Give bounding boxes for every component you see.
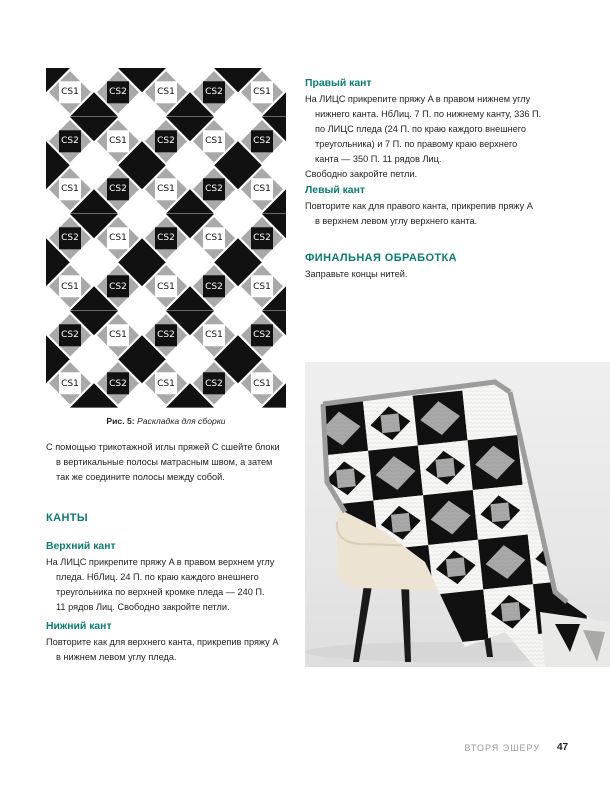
- block-label: CS1: [253, 281, 271, 292]
- diagram-block: [142, 311, 190, 360]
- diagram-block: [238, 359, 286, 408]
- figure-title: Раскладка для сборки: [137, 416, 226, 426]
- diagram-block: [190, 68, 238, 117]
- right-edge-line-5: канта — 350 П. 11 рядов Лиц.: [315, 154, 442, 164]
- finishing-text: Заправьте концы нитей.: [305, 269, 408, 279]
- bottom-edge-line-1: Повторите как для верхнего канта, прикрепив пряжу A: [46, 637, 279, 647]
- diagram-block: [142, 262, 190, 311]
- diagram-block: [238, 214, 286, 263]
- bottom-edge-text: [46, 635, 301, 665]
- block-label: CS2: [109, 281, 127, 292]
- block-label: CS2: [157, 232, 175, 243]
- block-label: CS2: [253, 330, 271, 341]
- block-label: CS1: [61, 378, 79, 389]
- right-edge-line-2: нижнего канта. НбЛиц. 7 П. по нижнему канту, 336 П.: [315, 109, 542, 119]
- diagram-block: [190, 359, 238, 408]
- block-label: CS1: [157, 281, 175, 292]
- running-footer: ВТОРЯ ЭШЕРУ: [464, 743, 540, 753]
- intro-line-2: в вертикальные полосы матрасным швом, а затем: [56, 457, 273, 467]
- block-label: CS1: [109, 232, 127, 243]
- block-label: CS1: [253, 87, 271, 98]
- left-edge-text: [305, 199, 575, 229]
- assembly-diagram: [46, 68, 286, 408]
- block-label: CS2: [109, 87, 127, 98]
- diagram-block: [142, 117, 190, 166]
- block-label: CS2: [109, 378, 127, 389]
- block-label: CS1: [109, 135, 127, 146]
- block-label: CS1: [157, 184, 175, 195]
- block-label: CS2: [157, 135, 175, 146]
- top-edge-line-4: 11 рядов Лиц. Свободно закройте петли.: [56, 602, 230, 612]
- blanket-photo: [305, 362, 610, 667]
- diagram-block: [46, 359, 94, 408]
- diagram-block: [238, 311, 286, 360]
- diagram-block: [238, 165, 286, 214]
- diagram-block: [190, 311, 238, 360]
- block-label: CS2: [205, 87, 223, 98]
- block-label: CS2: [205, 378, 223, 389]
- top-edge-title: Верхний кант: [46, 541, 116, 552]
- intro-line-1: С помощью трикотажной иглы пряжей С сшейте блоки: [46, 442, 280, 452]
- block-label: CS1: [253, 378, 271, 389]
- left-edge-line-2: в верхнем левом углу верхнего канта.: [315, 216, 478, 226]
- diagram-block: [142, 214, 190, 263]
- block-label: CS1: [205, 135, 223, 146]
- block-label: CS1: [109, 330, 127, 341]
- diagram-block: [46, 117, 94, 166]
- top-edge-line-1: На ЛИЦС прикрепите пряжу A в правом верхнем углу: [46, 557, 275, 567]
- diagram-block: [190, 165, 238, 214]
- page-number: 47: [557, 742, 569, 753]
- block-label: CS2: [61, 232, 79, 243]
- top-edge-text: [46, 555, 301, 615]
- right-edge-line-3: по ЛИЦС пледа (24 П. по краю каждого внешнего: [315, 124, 527, 134]
- right-edge-line-1: На ЛИЦС прикрепите пряжу A в правом нижнем углу: [305, 94, 531, 104]
- diagram-block: [142, 165, 190, 214]
- diagram-block: [190, 117, 238, 166]
- diagram-block: [142, 359, 190, 408]
- block-label: CS1: [205, 330, 223, 341]
- chair-with-blanket-illustration: [305, 362, 610, 667]
- right-edge-text: [305, 92, 575, 182]
- right-edge-title: Правый кант: [305, 78, 372, 89]
- block-label: CS1: [253, 184, 271, 195]
- block-label: CS2: [205, 281, 223, 292]
- block-label: CS2: [253, 135, 271, 146]
- right-edge-line-6: Свободно закройте петли.: [305, 169, 418, 179]
- block-label: CS2: [61, 135, 79, 146]
- left-edge-line-1: Повторите как для правого канта, прикрепив пряжу A: [305, 201, 533, 211]
- diagram-block: [94, 359, 142, 408]
- intro-paragraph: [46, 440, 296, 485]
- diagram-block: [94, 68, 142, 117]
- diagram-block: [94, 117, 142, 166]
- intro-line-3: так же соедините полосы между собой.: [56, 472, 225, 482]
- block-label: CS1: [157, 378, 175, 389]
- diagram-block: [94, 262, 142, 311]
- block-label: CS1: [205, 232, 223, 243]
- top-edge-line-3: треугольника по верхней кромке пледа — 240 П.: [56, 587, 265, 597]
- block-label: CS2: [109, 184, 127, 195]
- diagram-block: [238, 68, 286, 117]
- section-title-edges: КАНТЫ: [46, 512, 89, 524]
- block-label: CS1: [61, 87, 79, 98]
- diagram-block: [46, 165, 94, 214]
- block-label: CS2: [205, 184, 223, 195]
- diagram-block: [238, 262, 286, 311]
- block-label: CS1: [61, 184, 79, 195]
- diagram-block: [46, 214, 94, 263]
- diagram-block: [94, 214, 142, 263]
- diagram-block: [46, 262, 94, 311]
- block-label: CS2: [157, 330, 175, 341]
- right-edge-line-4: треугольника) и 7 П. по правому краю верхнего: [315, 139, 518, 149]
- diagram-block: [142, 68, 190, 117]
- block-label: CS2: [253, 232, 271, 243]
- finishing-title: ФИНАЛЬНАЯ ОБРАБОТКА: [305, 252, 458, 264]
- block-label: CS1: [157, 87, 175, 98]
- diagram-block: [190, 262, 238, 311]
- figure-number: Рис. 5:: [106, 416, 135, 426]
- block-label: CS1: [61, 281, 79, 292]
- diagram-block: [46, 68, 94, 117]
- bottom-edge-title: Нижний кант: [46, 621, 112, 632]
- diagram-block: [190, 214, 238, 263]
- diagram-block: [94, 165, 142, 214]
- top-edge-line-2: пледа. НбЛиц. 24 П. по краю каждого внешнего: [56, 572, 259, 582]
- bottom-edge-line-2: в нижнем левом углу пледа.: [56, 652, 177, 662]
- left-edge-title: Левый кант: [305, 185, 365, 196]
- diagram-block: [238, 117, 286, 166]
- diagram-block: [94, 311, 142, 360]
- diagram-block: [46, 311, 94, 360]
- figure-caption: [46, 416, 286, 426]
- block-label: CS2: [61, 330, 79, 341]
